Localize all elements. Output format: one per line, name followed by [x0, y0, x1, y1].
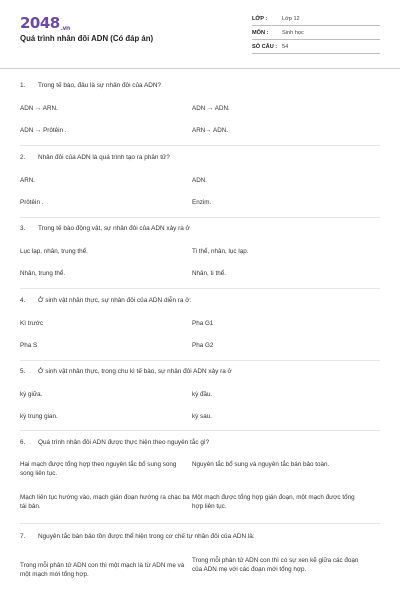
meta-key: LỚP :: [252, 15, 268, 22]
option-b[interactable]: Nguyên tắc bổ sung và nguyên tắc bán bảo toàn.: [192, 461, 330, 468]
question-number: 5.: [20, 368, 26, 375]
question-divider: [20, 430, 380, 431]
option-c[interactable]: ADN → Prôtêin .: [20, 127, 67, 134]
question-number: 2.: [20, 154, 26, 161]
meta-info: [252, 12, 380, 54]
question-text: Quá trình nhân đôi ADN được thực hiện theo nguyên tắc gì?: [38, 439, 210, 446]
meta-value: Sinh học: [282, 29, 304, 36]
question-number: 3.: [20, 225, 26, 232]
option-d[interactable]: Một mạch được tổng hợp gián đoạn, một mạch được tổng hợp liên tục.: [192, 494, 355, 510]
option-c[interactable]: Nhân, trung thể.: [20, 270, 66, 277]
option-a[interactable]: Lục lạp, nhân, trung thể.: [20, 248, 88, 255]
option-d[interactable]: Enzim.: [192, 199, 212, 206]
question-text: Ở sinh vật nhân thực, sự nhân đôi của ADN diễn ra ở:: [38, 297, 192, 304]
question-divider: [20, 145, 380, 146]
option-a[interactable]: kỳ giữa.: [20, 391, 43, 398]
question-1: [20, 82, 380, 90]
option-b[interactable]: kỳ đầu.: [192, 391, 213, 398]
option-c[interactable]: Mạch liên tục hướng vào, mạch gián đoạn hướng ra chạc ba tái bản.: [20, 494, 190, 510]
question-6: [20, 439, 380, 447]
option-d[interactable]: Nhân, ti thể.: [192, 270, 226, 277]
option-a[interactable]: Trong mỗi phân tử ADN con thì một mạch là từ ADN mẹ và một mạch mới tổng hợp.: [20, 562, 185, 578]
question-text: Ở sinh vật nhân thực, trong chu kì tế bào, sự nhân đôi ADN xảy ra ở: [38, 368, 232, 375]
meta-row-class: [252, 12, 380, 26]
logo-suffix: .vn: [60, 25, 70, 32]
option-d[interactable]: ARN→ ADN.: [192, 127, 229, 134]
option-b[interactable]: Pha G1: [192, 320, 214, 327]
option-c[interactable]: Pha S: [20, 342, 38, 349]
page-title: Quá trình nhân đôi ADN (Có đáp án): [20, 34, 154, 43]
option-d[interactable]: kỳ sau.: [192, 413, 212, 420]
question-2: [20, 154, 380, 162]
question-divider: [20, 217, 380, 218]
option-b[interactable]: Trong mỗi phân tử ADN con thì có sự xen kẽ giữa các đoạn của ADN mẹ với các đoạn mới tổng hợp.: [192, 557, 359, 573]
meta-key: MÔN :: [252, 29, 269, 36]
question-divider: [20, 523, 380, 524]
question-3: [20, 225, 380, 233]
site-logo[interactable]: [20, 14, 70, 32]
meta-row-count: [252, 40, 380, 54]
option-b[interactable]: Ti thể, nhân, lục lạp.: [192, 248, 249, 255]
option-b[interactable]: ADN → ADN.: [192, 105, 230, 112]
question-5: [20, 368, 380, 376]
question-text: Trong tế bào, đâu là sự nhân đôi của ADN?: [38, 82, 162, 89]
question-divider: [20, 288, 380, 289]
option-c[interactable]: Prôtêin .: [20, 199, 44, 206]
option-a[interactable]: Kì trước: [20, 320, 44, 327]
meta-key: SỐ CÂU :: [252, 43, 278, 50]
question-4: [20, 297, 380, 305]
question-number: 7.: [20, 533, 26, 540]
question-7: [20, 533, 380, 541]
option-a[interactable]: ADN → ARN.: [20, 105, 58, 112]
logo-text: 2048: [20, 14, 60, 32]
option-a[interactable]: Hai mạch được tổng hợp theo nguyên tắc bổ sung song song liên tục.: [20, 461, 177, 477]
meta-value: 54: [282, 43, 289, 50]
question-text: Nhân đôi của ADN là quá trình tạo ra phân tử?: [38, 154, 170, 161]
question-divider: [20, 360, 380, 361]
question-number: 1.: [20, 82, 26, 89]
option-c[interactable]: kỳ trung gian.: [20, 413, 58, 420]
question-text: Trong tế bào động vật, sự nhân đôi của ADN xảy ra ở: [38, 225, 190, 232]
question-number: 6.: [20, 439, 26, 446]
question-text: Nguyên tắc bán bảo tồn được thể hiện trong cơ chế tự nhân đôi của ADN là:: [38, 533, 255, 540]
page-header: [0, 0, 400, 60]
meta-row-subject: [252, 26, 380, 40]
question-number: 4.: [20, 297, 26, 304]
option-b[interactable]: ADN.: [192, 177, 208, 184]
header-divider: [0, 68, 400, 69]
option-d[interactable]: Pha G2: [192, 342, 214, 349]
meta-value: Lớp 12: [282, 15, 300, 22]
option-a[interactable]: ARN.: [20, 177, 36, 184]
